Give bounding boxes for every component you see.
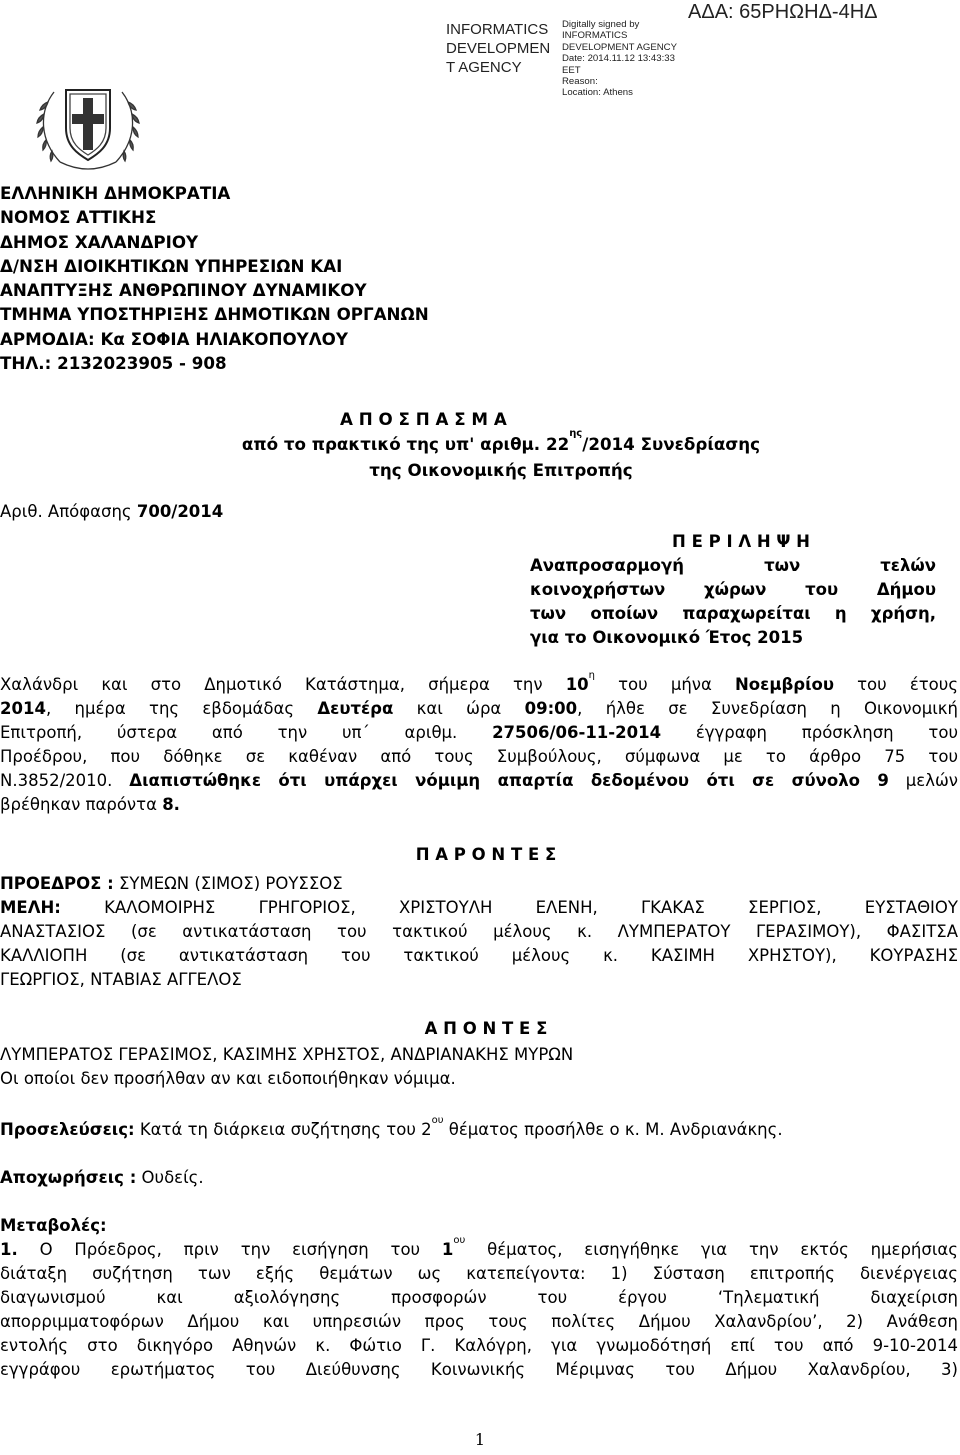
- absent-list: [0, 1043, 958, 1091]
- header-line-4: Δ/ΝΣΗ ΔΙΟΙΚΗΤΙΚΩΝ ΥΠΗΡΕΣΙΩΝ ΚΑΙ: [0, 255, 343, 276]
- changes-line-5: εντολής στο δικηγόρο Αθηνών κ. Φώτιο Γ. Καλόγρη, για γνωμοδότησή επί του από 9-10-2014: [0, 1336, 958, 1355]
- summary-block: [530, 530, 936, 650]
- signature-location: Location: Athens: [562, 87, 633, 99]
- signature-reason: Reason:: [562, 76, 598, 88]
- signature-signer-2: DEVELOPMENT AGENCY: [562, 41, 677, 53]
- header-line-3: ΔΗΜΟΣ ΧΑΛΑΝΔΡΙΟΥ: [0, 231, 199, 252]
- summary-line-4: για το Οικονομικό Έτος 2015: [530, 628, 804, 647]
- greek-coat-of-arms-icon: [26, 72, 150, 176]
- issuer-header: [0, 181, 429, 375]
- members-line-1: ΜΕΛΗ: ΚΑΛΟΜΟΙΡΗΣ ΓΡΗΓΟΡΙΟΣ, ΧΡΙΣΤΟΥΛΗ ΕΛΕΝΗ, ΓΚΑΚΑΣ ΣΕΡΓΙΟΣ, ΕΥΣΤΑΘΙΟΥ: [0, 898, 958, 917]
- signature-date: Date: 2014.11.12 13:43:33: [562, 53, 675, 65]
- header-line-1: ΕΛΛΗΝΙΚΗ ΔΗΜΟΚΡΑΤΙΑ: [0, 183, 231, 203]
- intro-paragraph: [0, 670, 959, 817]
- intro-line-3: Επιτροπή, ύστερα από την υπ΄ αριθμ. 27506/06-11-2014 έγγραφη πρόσκληση του: [0, 723, 958, 742]
- absent-note: Οι οποίοι δεν προσήλθαν αν και ειδοποιήθηκαν νόμιμα.: [0, 1069, 456, 1088]
- extract-line-2: από το πρακτικό της υπ' αριθμ. $22^{\eta\varsigma}/2014$ Συνεδρίασης: [241, 428, 761, 454]
- header-line-6: ΤΜΗΜΑ ΥΠΟΣΤΗΡΙΞΗΣ ΔΗΜΟΤΙΚΩΝ ΟΡΓΑΝΩΝ: [0, 304, 429, 325]
- extract-subheading: [0, 428, 960, 483]
- intro-line-6: βρέθηκαν παρόντα 8.: [0, 795, 180, 814]
- signature-details: [562, 19, 692, 99]
- summary-title: Π Ε Ρ Ι Λ Η Ψ Η: [672, 532, 810, 551]
- header-line-7: ΑΡΜΟΔΙΑ: Κα ΣΟΦΙΑ ΗΛΙΑΚΟΠΟΥΛΟΥ: [0, 328, 348, 349]
- members-line-4: ΓΕΩΡΓΙΟΣ, ΝΤΑΒΙΑΣ ΑΓΓΕΛΟΣ: [0, 970, 242, 989]
- changes-label: Μεταβολές:: [0, 1216, 107, 1235]
- header-line-8: ΤΗΛ.: 2132023905 - 908: [0, 353, 227, 374]
- intro-line-2: 2014, ημέρα της εβδομάδας Δευτέρα και ώρα 09:00, ήλθε σε Συνεδρίαση η Οικονομική: [0, 699, 958, 718]
- header-line-5: ΑΝΑΠΤΥΞΗΣ ΑΝΘΡΩΠΙΝΟΥ ΔΥΝΑΜΙΚΟΥ: [0, 280, 367, 301]
- signature-timezone: EET: [562, 64, 581, 76]
- changes-block: [0, 1214, 958, 1382]
- changes-line-1: 1. Ο Πρόεδρος, πριν την εισήγηση του $1^{o\upsilon}$ θέματος, εισηγήθηκε για την εκτός ημερήσιας: [0, 1235, 958, 1259]
- extract-line-3: της Οικονομικής Επιτροπής: [369, 460, 633, 480]
- extract-title: Α Π Ο Σ Π Α Σ Μ Α: [340, 409, 507, 429]
- decision-number: Αριθ. Απόφασης 700/2014: [0, 502, 224, 521]
- intro-line-1: Χαλάνδρι και στο Δημοτικό Κατάστημα, σήμερα την $10^\eta$ του μήνα Νοεμβρίου του έτους: [0, 670, 959, 694]
- departures-line: Αποχωρήσεις : Ουδείς.: [0, 1168, 204, 1187]
- absent-title: Α Π Ο Ν Τ Ε Σ: [424, 1019, 548, 1038]
- absent-names: ΛΥΜΠΕΡΑΤΟΣ ΓΕΡΑΣΙΜΟΣ, ΚΑΣΙΜΗΣ ΧΡΗΣΤΟΣ, ΑΝΔΡΙΑΝΑΚΗΣ ΜΥΡΩΝ: [0, 1045, 574, 1064]
- intro-line-4: Προέδρου, που δόθηκε σε καθέναν από τους Συμβούλους, σύμφωνα με το άρθρο 75 του: [0, 747, 958, 766]
- header-line-2: ΝΟΜΟΣ ΑΤΤΙΚΗΣ: [0, 207, 157, 228]
- signature-organization: INFORMATICS DEVELOPMEN T AGENCY: [446, 21, 551, 76]
- members-line-3: ΚΑΛΛΙΟΠΗ (σε αντικατάσταση του τακτικού μέλους κ. ΚΑΣΙΜΗ ΧΡΗΣΤΟΥ), ΚΟΥΡΑΣΗΣ: [0, 946, 958, 965]
- summary-line-1: Αναπροσαρμογή των τελών: [530, 556, 936, 575]
- signature-digitally-signed: Digitally signed by: [562, 19, 640, 30]
- signature-signer-1: INFORMATICS: [562, 30, 628, 42]
- page-number: 1: [474, 1430, 486, 1449]
- summary-line-2: κοινοχρήστων χώρων του Δήμου: [530, 580, 936, 599]
- changes-line-6: εγγράφου ερωτήματος του Διεύθυνσης Κοινωνικής Μέριμνας του Δήμου Χαλανδρίου, 3): [0, 1360, 958, 1379]
- members-line-2: ΑΝΑΣΤΑΣΙΟΣ (σε αντικατάσταση του τακτικού μέλους κ. ΛΥΜΠΕΡΑΤΟΥ ΓΕΡΑΣΙΜΟΥ), ΦΑΣΙΤΣΑ: [0, 922, 958, 941]
- changes-line-4: απορριμματοφόρων Δήμου και υπηρεσιών προς τους πολίτες Δήμου Χαλανδρίου’, 2) Ανάθεση: [0, 1312, 958, 1331]
- present-title: Π Α Ρ Ο Ν Τ Ε Σ: [415, 845, 557, 864]
- president-line: ΠΡΟΕΔΡΟΣ : ΣΥΜΕΩΝ (ΣΙΜΟΣ) ΡΟΥΣΣΟΣ: [0, 874, 343, 893]
- summary-line-3: των οποίων παραχωρείται η χρήση,: [530, 604, 936, 623]
- present-list: [0, 872, 958, 992]
- changes-line-3: διαγωνισμού και αξιολόγησης προσφορών του έργου ‘Τηλεματική διαχείριση: [0, 1288, 958, 1307]
- intro-line-5: Ν.3852/2010. Διαπιστώθηκε ότι υπάρχει νόμιμη απαρτία δεδομένου ότι σε σύνολο 9 μελών: [0, 771, 959, 790]
- ada-code: ΑΔΑ: 65ΡΗΩΗΔ-4ΗΔ: [688, 1, 878, 23]
- changes-line-2: διάταξη συζήτηση των εξής θεμάτων ως κατεπείγοντα: 1) Σύσταση επιτροπής διενέργειας: [0, 1264, 958, 1283]
- arrivals-line: Προσελεύσεις: Κατά τη διάρκεια συζήτησης του $2^{o\upsilon}$ θέματος προσήλθε ο κ. Μ. Ανδριανάκης.: [0, 1115, 783, 1139]
